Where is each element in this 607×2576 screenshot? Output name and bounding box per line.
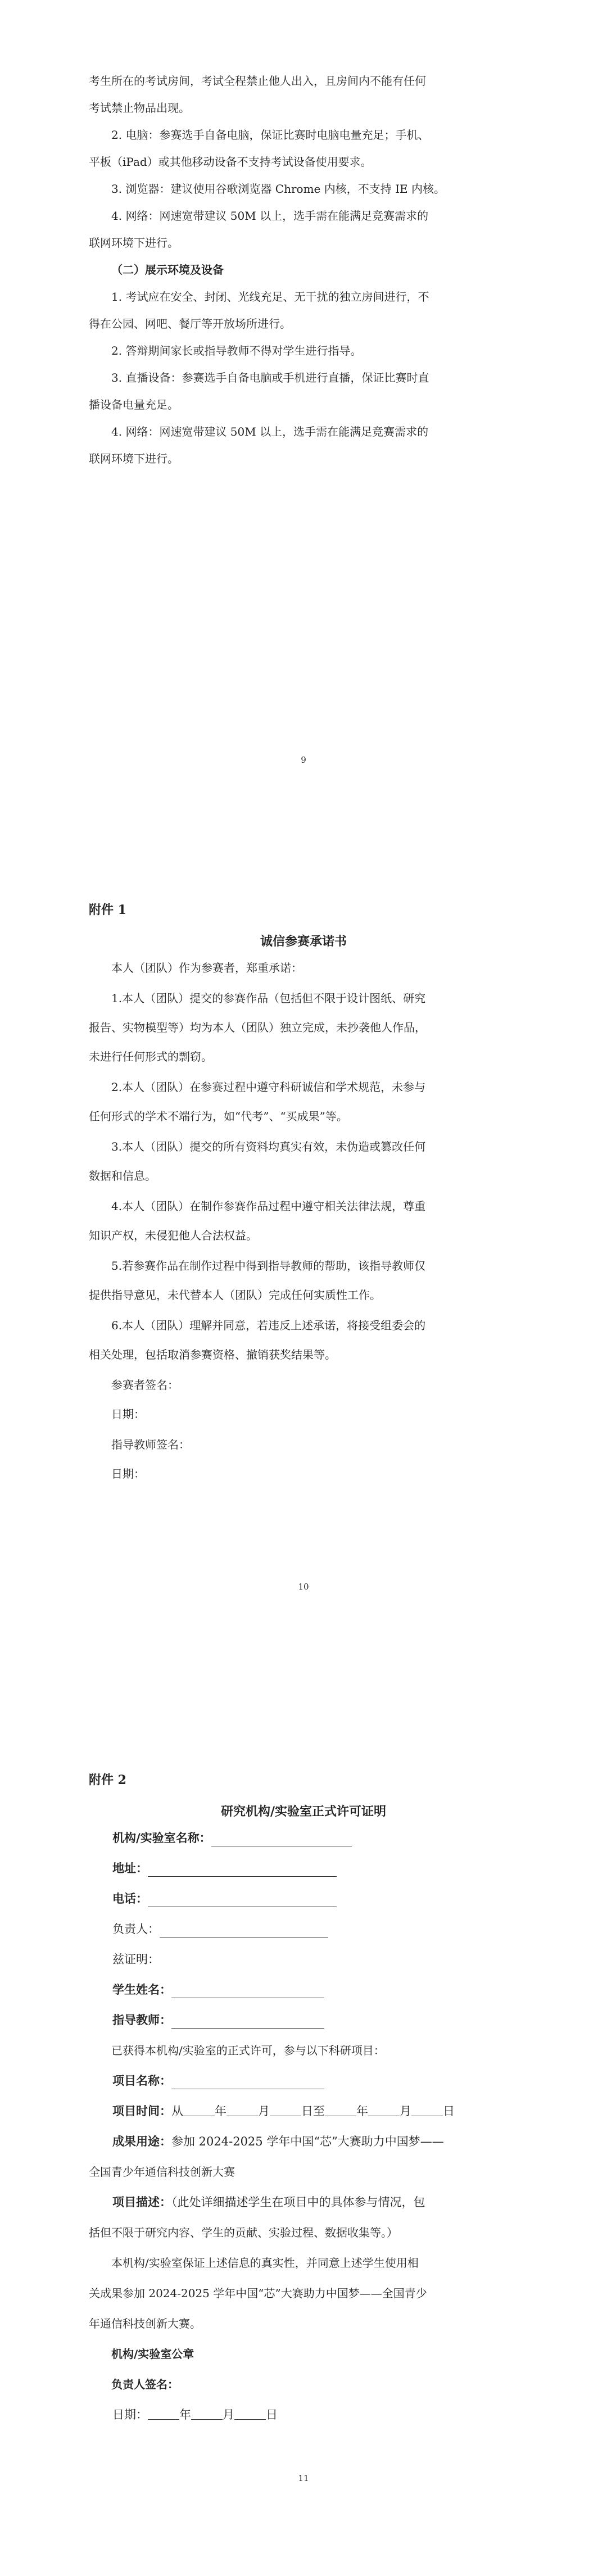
leader-signature: 负责人签名： xyxy=(111,2378,179,2391)
year-text: 年 xyxy=(356,2104,368,2118)
address-field xyxy=(112,1855,337,1882)
document-title: 研究机构/实验室正式许可证明 xyxy=(220,1804,387,1819)
text-line: 3.本人（团队）提交的所有资料均真实有效，未伪造或篡改任何 xyxy=(111,1140,426,1153)
text-line: 得在公园、网吧、餐厅等开放场所进行。 xyxy=(89,317,291,331)
text-line: 4. 网络：网速宽带建议 50M 以上，选手需在能满足竞赛需求的 xyxy=(111,209,429,223)
text-line: 数据和信息。 xyxy=(89,1169,156,1183)
teacher-date: 日期： xyxy=(111,1467,145,1481)
intro-line: 本人（团队）作为参赛者，郑重承诺： xyxy=(111,961,302,975)
org-name-blank[interactable] xyxy=(211,1831,352,1846)
text-line: 括但不限于研究内容、学生的贡献、实验过程、数据收集等。） xyxy=(89,2226,398,2239)
year-text: 年 xyxy=(215,2104,227,2118)
text-line: 任何形式的学术不端行为，如“代考”、“买成果”等。 xyxy=(89,1110,348,1123)
text-line: 考生所在的考试房间，考试全程禁止他人出入，且房间内不能有任何 xyxy=(89,74,426,88)
month-text: 月 xyxy=(223,2408,234,2421)
page-10 xyxy=(0,843,607,1686)
teacher-label: 指导教师： xyxy=(112,2013,171,2027)
student-field xyxy=(112,1976,324,2003)
text-line: 平板（iPad）或其他移动设备不支持考试设备使用要求。 xyxy=(89,155,372,169)
org-name-label: 机构/实验室名称： xyxy=(112,1831,211,1845)
text-line: 1. 考试应在安全、封闭、光线充足、无干扰的独立房间进行，不 xyxy=(111,290,429,304)
start-month-blank[interactable] xyxy=(227,2103,258,2116)
text-line: 未进行任何形式的剽窃。 xyxy=(89,1050,212,1063)
certify-label: 兹证明： xyxy=(112,1953,160,1966)
project-name-field xyxy=(112,2067,324,2094)
attachment-label: 附件 1 xyxy=(89,903,126,917)
permission-text: 已获得本机构/实验室的正式许可，参与以下科研项目： xyxy=(111,2044,385,2057)
text-line: 关成果参加 2024-2025 学年中国“芯”大赛助力中国梦——全国青少 xyxy=(89,2287,427,2300)
result-use-label: 成果用途： xyxy=(112,2134,171,2148)
month-text: 月 xyxy=(400,2104,411,2118)
leader-field xyxy=(112,1916,328,1943)
section-heading: （二）展示环境及设备 xyxy=(111,263,224,277)
text-line: 联网环境下进行。 xyxy=(89,452,179,465)
project-name-blank[interactable] xyxy=(171,2074,324,2089)
date-day-blank[interactable] xyxy=(234,2407,266,2420)
day-to-text: 日至 xyxy=(301,2104,325,2118)
participant-date: 日期： xyxy=(111,1407,145,1421)
text-line: 2.本人（团队）在参赛过程中遵守科研诚信和学术规范，未参与 xyxy=(111,1080,426,1094)
text-line: 2. 答辩期间家长或指导教师不得对学生进行指导。 xyxy=(111,344,362,357)
project-name-label: 项目名称： xyxy=(112,2074,171,2088)
phone-blank[interactable] xyxy=(148,1892,337,1907)
text-line: 4. 网络：网速宽带建议 50M 以上，选手需在能满足竞赛需求的 xyxy=(111,425,429,438)
teacher-blank[interactable] xyxy=(171,2013,324,2029)
seal-label: 机构/实验室公章 xyxy=(111,2347,194,2361)
attachment-label: 附件 2 xyxy=(89,1773,126,1787)
text-line: 相关处理，包括取消参赛资格、撤销获奖结果等。 xyxy=(89,1348,336,1361)
day-text: 日 xyxy=(443,2104,455,2118)
leader-label: 负责人： xyxy=(112,1922,160,1936)
text-line: 播设备电量充足。 xyxy=(89,398,179,411)
page-11 xyxy=(0,1686,607,2576)
page-number: 10 xyxy=(298,1582,309,1592)
day-text: 日 xyxy=(266,2408,278,2421)
text-line: 提供指导意见，未代替本人（团队）完成任何实质性工作。 xyxy=(89,1288,381,1302)
org-name-field xyxy=(112,1825,352,1851)
text-line: 1.本人（团队）提交的参赛作品（包括但不限于设计图纸、研究 xyxy=(111,992,426,1005)
teacher-signature: 指导教师签名： xyxy=(111,1438,190,1451)
text-line: 报告、实物模型等）均为本人（团队）独立完成，未抄袭他人作品， xyxy=(89,1021,426,1034)
result-use-field xyxy=(112,2128,444,2155)
end-day-blank[interactable] xyxy=(411,2103,443,2116)
page-number: 11 xyxy=(298,2473,309,2483)
text-line: 考试禁止物品出现。 xyxy=(89,101,190,115)
page-number: 9 xyxy=(301,755,306,765)
description-label: 项目描述： xyxy=(112,2195,171,2209)
text-line: 6.本人（团队）理解并同意，若违反上述承诺，将接受组委会的 xyxy=(111,1319,426,1332)
address-label: 地址： xyxy=(112,1861,148,1875)
text-line: 3. 直播设备：参赛选手自备电脑或手机进行直播，保证比赛时直 xyxy=(111,371,429,384)
leader-blank[interactable] xyxy=(160,1922,328,1937)
text-line: 联网环境下进行。 xyxy=(89,236,179,250)
certify-line xyxy=(112,1946,160,1973)
phone-field xyxy=(112,1885,337,1912)
end-year-blank[interactable] xyxy=(325,2103,356,2116)
text-line: 3. 浏览器：建议使用谷歌浏览器 Chrome 内核，不支持 IE 内核。 xyxy=(111,182,445,196)
start-day-blank[interactable] xyxy=(270,2103,301,2116)
student-label: 学生姓名： xyxy=(112,1982,171,1996)
start-year-blank[interactable] xyxy=(183,2103,215,2116)
participant-signature: 参赛者签名： xyxy=(111,1378,179,1392)
document-title: 诚信参赛承诺书 xyxy=(260,934,347,949)
end-month-blank[interactable] xyxy=(368,2103,400,2116)
phone-label: 电话： xyxy=(112,1891,148,1905)
result-use-text: 参加 2024-2025 学年中国“芯”大赛助力中国梦—— xyxy=(171,2135,444,2148)
year-text: 年 xyxy=(179,2408,191,2421)
text-line: 5.若参赛作品在制作过程中得到指导教师的帮助，该指导教师仅 xyxy=(111,1259,426,1273)
text-line: 知识产权，未侵犯他人合法权益。 xyxy=(89,1229,257,1242)
date-label: 日期： xyxy=(112,2408,148,2421)
date-year-blank[interactable] xyxy=(148,2407,179,2420)
text-line: 全国青少年通信科技创新大赛 xyxy=(89,2165,235,2179)
project-time-field xyxy=(112,2098,455,2125)
teacher-field xyxy=(112,2007,324,2034)
description-text: （此处详细描述学生在项目中的具体参与情况，包 xyxy=(171,2195,425,2209)
month-text: 月 xyxy=(258,2104,270,2118)
page-9 xyxy=(0,0,607,843)
from-text: 从 xyxy=(171,2104,183,2118)
date-field xyxy=(112,2401,278,2428)
description-field xyxy=(112,2189,425,2216)
text-line: 年通信科技创新大赛。 xyxy=(89,2317,201,2330)
date-month-blank[interactable] xyxy=(191,2407,223,2420)
address-blank[interactable] xyxy=(148,1862,337,1877)
text-line: 2. 电脑：参赛选手自备电脑，保证比赛时电脑电量充足；手机、 xyxy=(111,128,429,142)
student-blank[interactable] xyxy=(171,1983,324,1998)
project-time-label: 项目时间： xyxy=(112,2104,171,2118)
text-line: 4.本人（团队）在制作参赛作品过程中遵守相关法律法规，尊重 xyxy=(111,1199,426,1213)
text-line: 本机构/实验室保证上述信息的真实性，并同意上述学生使用相 xyxy=(111,2256,419,2270)
